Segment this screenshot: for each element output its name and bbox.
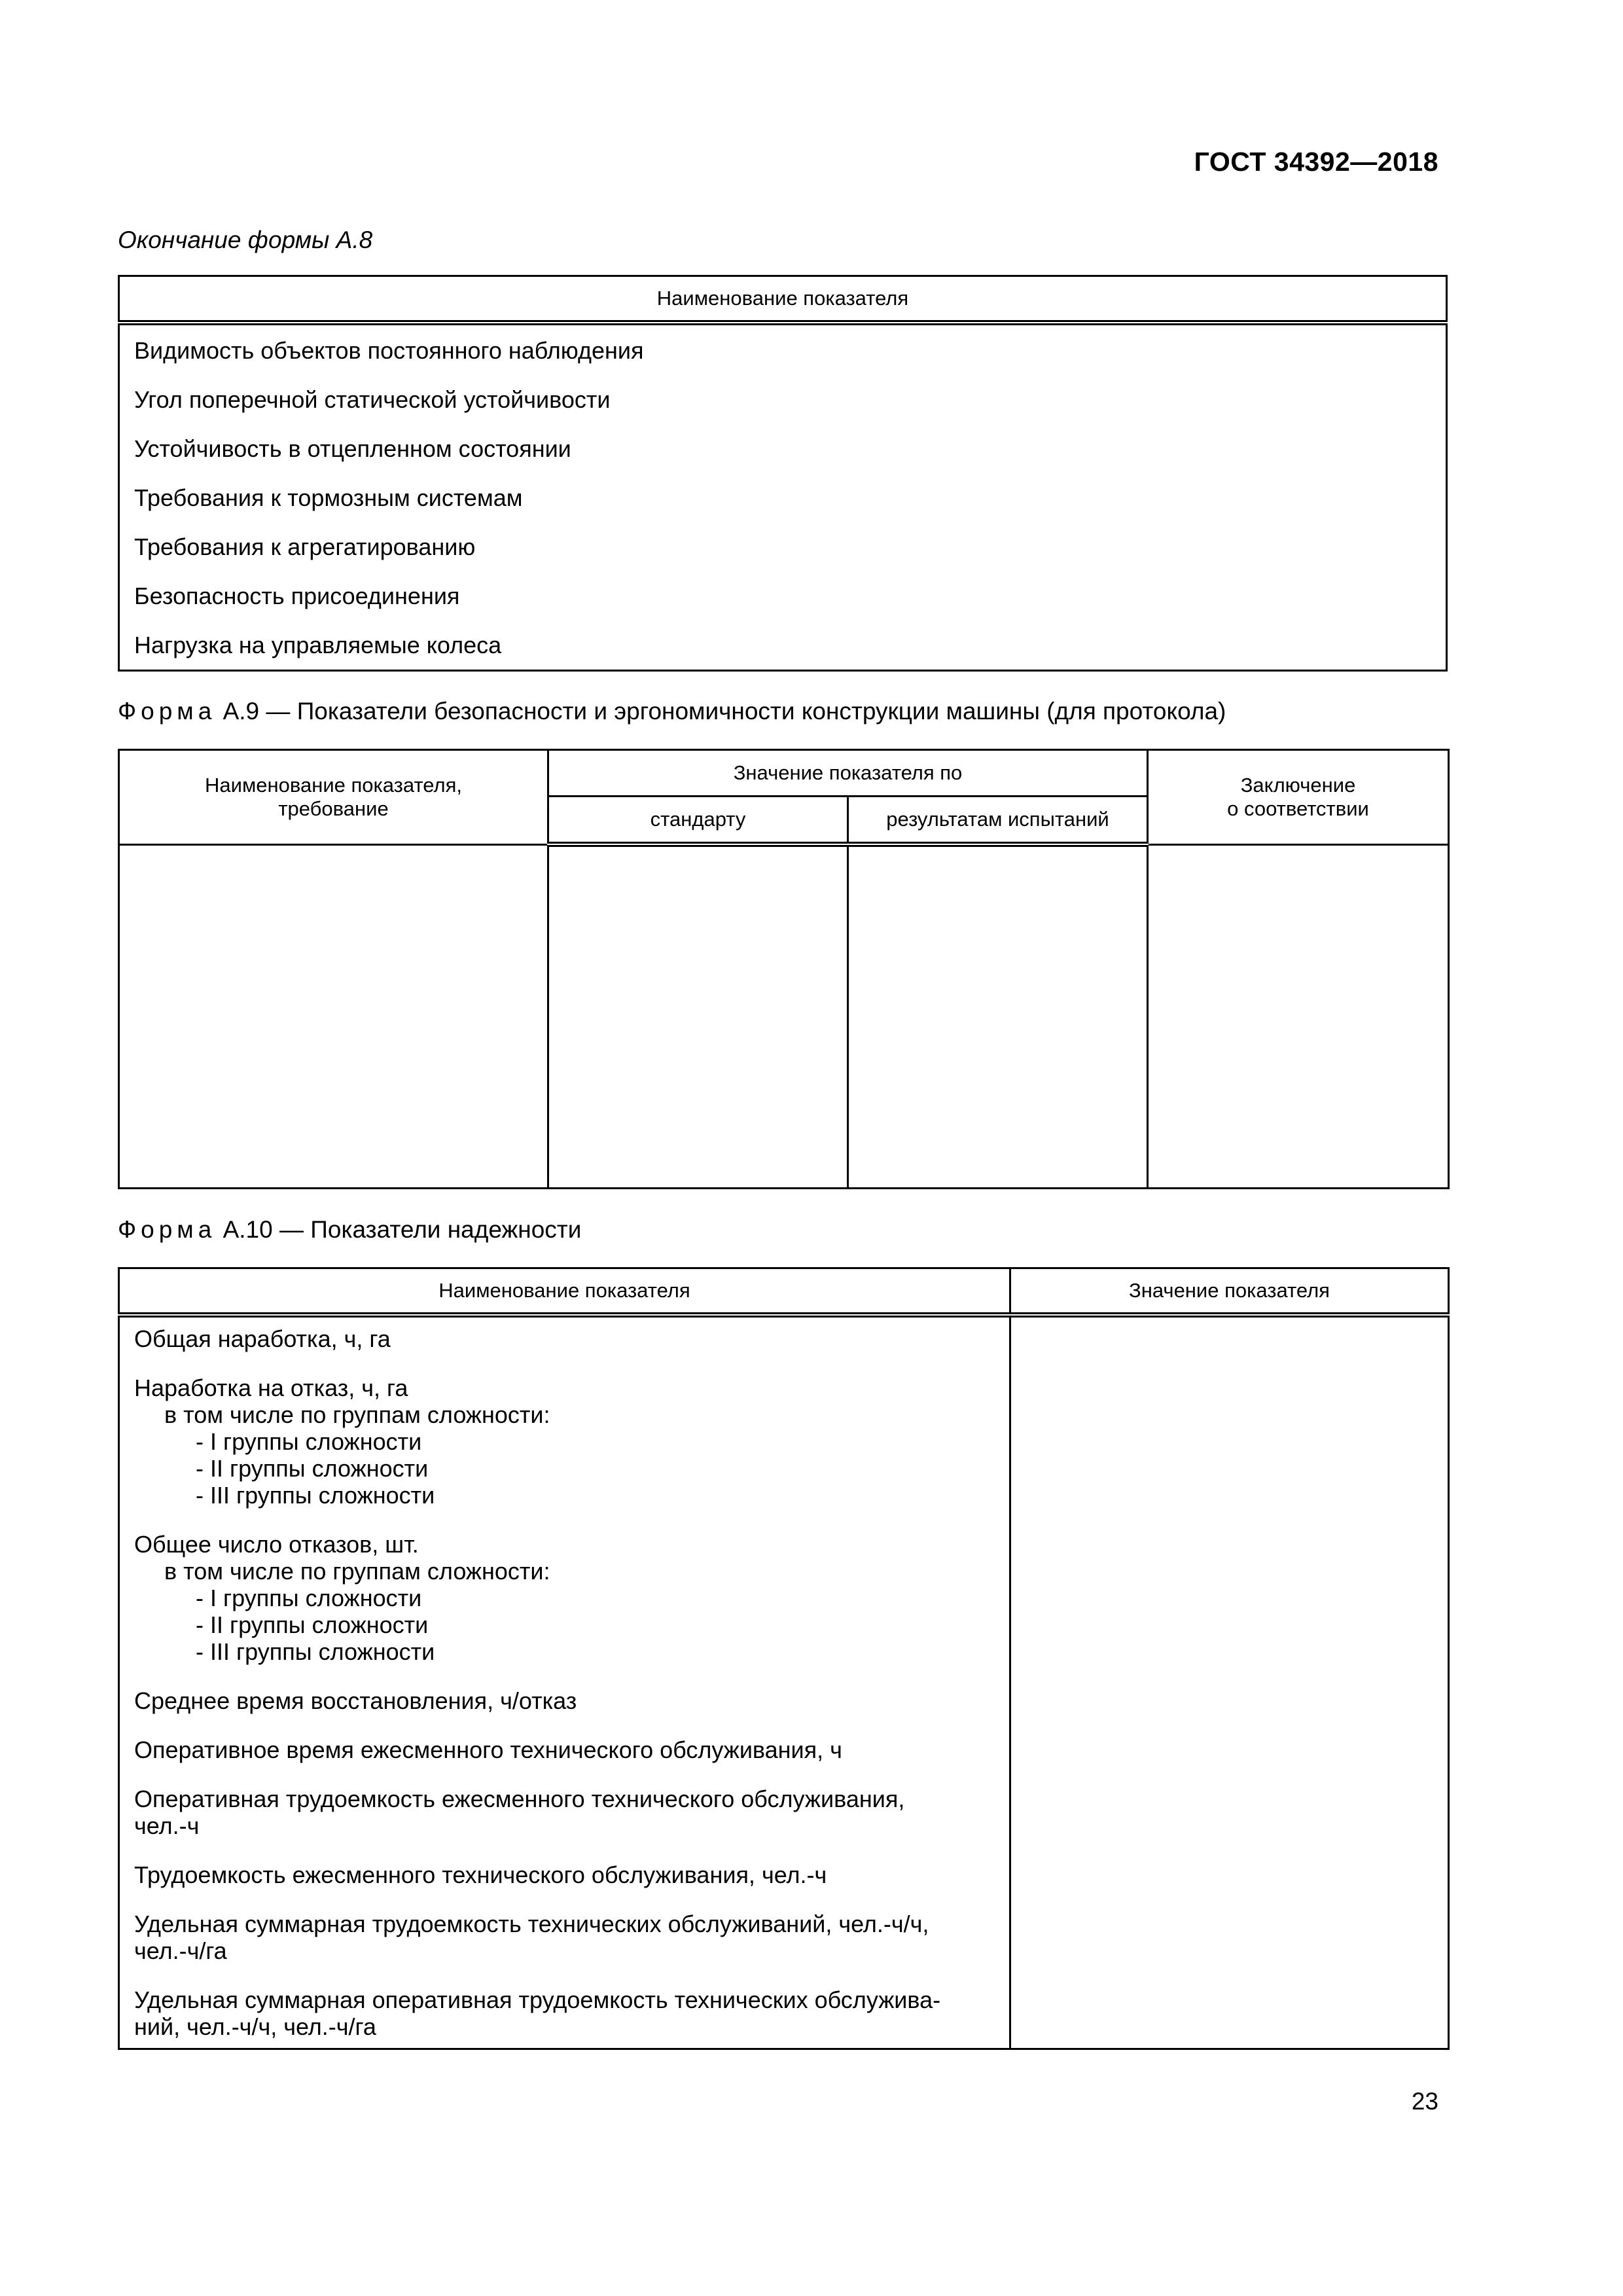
form-a8-continuation-caption: Окончание формы А.8 [118,226,373,253]
list-item: Оперативное время ежесменного технического обслуживания, ч [134,1736,842,1763]
form-a9-col-value-group: Значение показателя по [548,750,1148,797]
form-a9-table [118,749,1450,1189]
form-a10-col-value: Значение показателя [1010,1268,1449,1316]
form-a10-indicator-list [119,1315,1010,2049]
form-a10-table [118,1267,1450,2050]
form-a8-row: Угол поперечной статической устойчивости [134,386,611,413]
form-a10-caption [118,1216,581,1244]
form-a8-row: Видимость объектов постоянного наблюдения [134,337,644,364]
form-a8-row: Требования к агрегатированию [134,533,476,560]
form-a10-caption-word: Форма [118,1216,217,1243]
form-a8-table [118,275,1448,672]
form-a9-col-name: Наименование показателя, требование [119,750,548,845]
form-a9-caption [118,698,1226,725]
form-a9-caption-word: Форма [118,698,217,725]
form-a10-caption-text: А.10 — Показатели надежности [223,1216,582,1243]
form-a8-indicator-list [119,323,1447,671]
form-a8-row: Требования к тормозным системам [134,484,523,511]
form-a10-col-name: Наименование показателя [119,1268,1010,1316]
form-a8-row: Устойчивость в отцепленном состоянии [134,435,571,462]
form-a10-value-cell [1010,1315,1449,2049]
form-a9-cell-results [848,844,1148,1189]
list-item: Наработка на отказ, ч, га в том числе по группам сложности: - I группы сложности - II группы сложности - III группы сложности [134,1374,550,1509]
list-item: Среднее время восстановления, ч/отказ [134,1687,577,1714]
page-number: 23 [1411,2088,1438,2115]
document-code: ГОСТ 34392—2018 [1194,147,1438,177]
form-a8-column-header: Наименование показателя [119,276,1447,323]
form-a9-col-results: результатам испытаний [848,797,1148,845]
form-a9-caption-text: А.9 — Показатели безопасности и эргономичности конструкции машины (для протокола) [223,698,1226,725]
form-a9-col-conclusion: Заключение о соответствии [1148,750,1449,845]
list-item: Трудоемкость ежесменного технического обслуживания, чел.-ч [134,1861,827,1888]
list-item: Общее число отказов, шт. в том числе по группам сложности: - I группы сложности - II группы сложности - III группы сложности [134,1531,550,1665]
form-a9-cell-standard [548,844,848,1189]
list-item: Удельная суммарная трудоемкость технических обслуживаний, чел.-ч/ч, чел.-ч/га [134,1910,929,1964]
form-a8-row: Безопасность присоединения [134,583,460,609]
list-item: Удельная суммарная оперативная трудоемкость технических обслужива- ний, чел.-ч/ч, чел.-ч/га [134,1986,941,2040]
list-item: Общая наработка, ч, га [134,1325,391,1352]
form-a9-cell-name [119,844,548,1189]
form-a9-cell-conclusion [1148,844,1449,1189]
list-item: Оперативная трудоемкость ежесменного технического обслуживания, чел.-ч [134,1785,905,1839]
form-a8-row: Нагрузка на управляемые колеса [134,632,502,658]
form-a9-col-standard: стандарту [548,797,848,845]
